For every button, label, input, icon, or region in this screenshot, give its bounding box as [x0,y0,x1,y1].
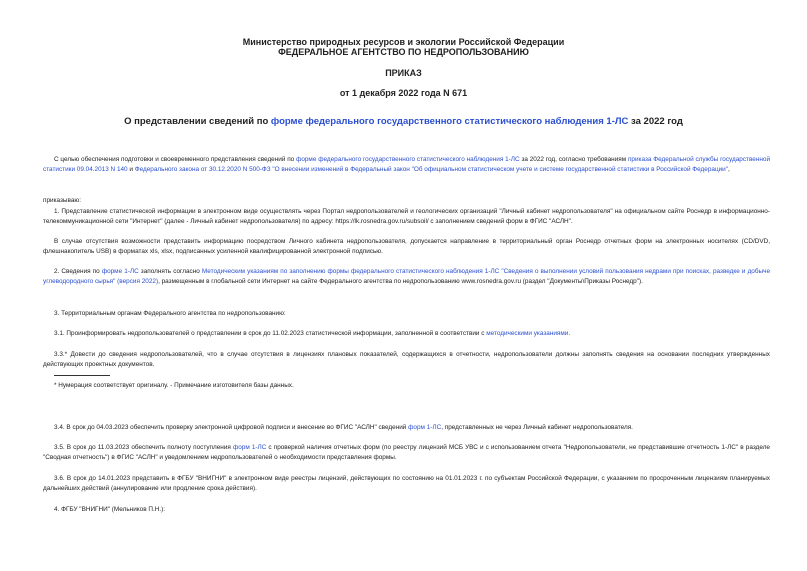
paragraph-4: 4. ФГБУ "ВНИГНИ" (Мельников П.Н.): [54,506,166,513]
paragraph-1: 1. Представление статистической информации в электронном виде осуществлять через Портал недропользователей и геологических организаций "Личный кабинет недропользователя" на официальном сайте Роснедр в информационно-телекоммуникационной сети "Интернет" (далее - Личный кабинет недропользователя) по адресу: https://lk.rosnedra.gov.ru/subsoil/ с заполнением сведений форм в ФГИС "АСЛН". [43,208,770,225]
p31-text-2: . [568,330,571,337]
intro-paragraph [43,155,770,174]
p34-link-form[interactable]: форм 1-ЛС [408,424,442,431]
intro-text-3: и [127,165,135,173]
order-word: приказываю: [43,197,81,204]
p34-text-1: 3.4. В срок до 04.03.2023 обеспечить проверку электронной цифровой подписи и внесение во ФГИС "АСЛН" сведений [54,424,409,431]
paragraph-3-6: 3.6. В срок до 14.01.2023 представить в ФГБУ "ВНИГНИ" в электронном виде реестры лицензий, действующих по состоянию на 01.01.2023 г. по субъектам Российской Федерации, с указанием по просроченным лицензиям планируемых дальнейших действий (аннулирование или продление срока действия). [43,475,770,492]
paragraph-3-4 [43,423,770,433]
doc-type: ПРИКАЗ [385,68,422,78]
intro-link-law[interactable]: Федерального закона от 30.12.2020 N 500-ФЗ "О внесении изменений в Федеральный закон "Об официальном статистическом учете и системе государственной статистики в Российской Федерации" [134,165,729,173]
p34-text-2: , представленных не через Личный кабинет недропользователя. [441,424,633,431]
doc-date: от 1 декабря 2022 года N 671 [339,88,468,98]
p35-text-2: с проверкой наличия отчетных форм (по реестру лицензий МСБ УВС и с использованием отчета "Недропользователи, не представившие отчетность 1-ЛС" в разделе "Сводная отчетность") в ФГИС "АСЛН" и уведомлением недропользователей о необходимости представления формы. [43,444,770,461]
paragraph-3-5 [43,443,770,462]
doc-title [0,116,807,127]
p2-text-2: заполнять согласно [138,268,202,275]
ministry-name: Министерство природных ресурсов и экологии Российской Федерации [242,37,565,47]
intro-text-2: за 2022 год, согласно требованиям [519,156,628,163]
paragraph-3-3: 3.3.* Довести до сведения недропользователей, что в случае отсутствия в лицензиях плановых показателей, содержащихся в отчетности, недропользователи должны заполнять сведения на основании последних утвержденных действующих проектных документов. [43,351,770,368]
paragraph-2 [43,267,770,286]
title-pre: О представлении сведений по [124,116,271,127]
title-post: за 2022 год [628,116,683,127]
agency-name: ФЕДЕРАЛЬНОЕ АГЕНТСТВО ПО НЕДРОПОЛЬЗОВАНИЮ [278,47,529,57]
title-link[interactable]: форме федерального государственного статистического наблюдения 1-ЛС [270,116,629,127]
paragraph-3: 3. Территориальным органам Федерального агентства по недропользованию: [54,310,286,317]
p2-link-guidelines[interactable]: Методическим указаниям по заполнению формы федерального статистического наблюдения 1-ЛС "Сведения о выполнении условий пользования недрами при поисках, разведке и добыче углеводородного сырья" (версия 2022) [43,268,770,285]
paragraph-1b: В случае отсутствия возможности представить информацию посредством Личного кабинета недропользователя, допускается направление в территориальный орган Роснедр отчетных форм на электронных носителях (CD/DVD, флешнакопитель USB) в форматах xls, xlsx, подписанных усиленной квалифицированной электронной подписью. [43,238,770,255]
paragraph-3-1 [43,329,770,339]
footnote-divider [54,375,110,376]
intro-text-1: С целью обеспечения подготовки и своевременного представления сведений по [54,156,297,163]
intro-link-form[interactable]: форме федерального государственного статистического наблюдения 1-ЛС [296,156,520,163]
p31-link-guidelines[interactable]: методическими указаниями [486,330,569,337]
p2-text-3: , размещенным в глобальной сети Интернет на сайте Федерального агентства по недропользованию www.rosnedra.gov.ru (раздел "Документы\Приказы Роснедр"). [158,277,643,285]
p31-text-1: 3.1. Проинформировать недропользователей о представлении в срок до 11.02.2023 статистической информации, заполненной в соответствии с [54,330,487,337]
p35-text-1: 3.5. В срок до 11.03.2023 обеспечить полноту поступления [54,444,233,451]
p2-text-1: 2. Сведения по [54,268,102,275]
p35-link-form[interactable]: форм 1-ЛС [232,444,267,451]
intro-link-order[interactable]: приказа Федеральной службы государственной статистики 09.04.2013 N 140 [43,156,771,173]
intro-text-4: , [728,165,730,173]
footnote: * Нумерация соответствует оригиналу. - Примечание изготовителя базы данных. [54,382,294,389]
p2-link-form[interactable]: форме 1-ЛС [101,268,139,275]
